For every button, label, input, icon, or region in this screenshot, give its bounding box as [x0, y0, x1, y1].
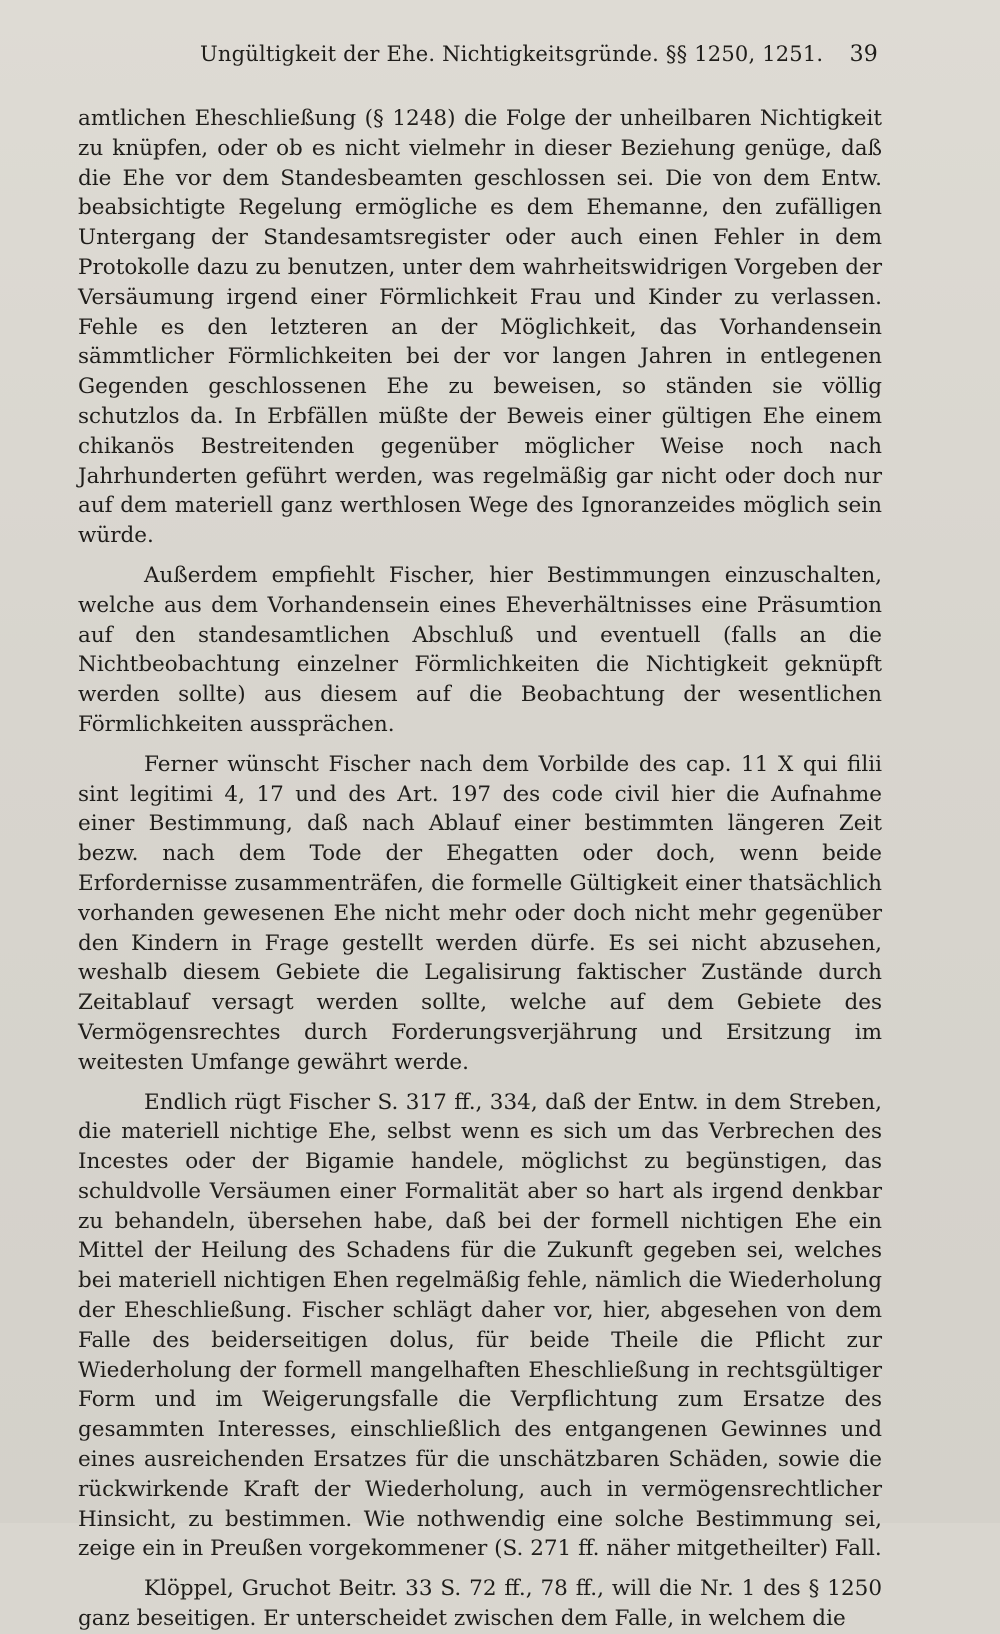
body-text	[78, 104, 882, 1634]
paragraph-continuation: amtlichen Eheschließung (§ 1248) die Folge der unheilbaren Nichtigkeit zu knüpfen, oder ob es nicht vielmehr in dieser Beziehung genüge, daß die Ehe vor dem Standesbeamten geschlossen sei. Die von dem Entw. beabsichtigte Regelung ermögliche es dem Ehemanne, den zufälligen Untergang der Standesamtsregister oder auch einen Fehler in dem Protokolle dazu zu benutzen, unter dem wahrheitswidrigen Vorgeben der Versäumung irgend einer Förmlichkeit Frau und Kinder zu verlassen. Fehle es den letzteren an der Möglichkeit, das Vorhandensein sämmtlicher Förmlichkeiten bei der vor langen Jahren in entlegenen Gegenden geschlossenen Ehe zu beweisen, so ständen sie völlig schutzlos da. In Erbfällen müßte der Beweis einer gültigen Ehe einem chikanös Bestreitenden gegenüber möglicher Weise noch nach Jahrhunderten geführt werden, was regelmäßig gar nicht oder doch nur auf dem materiell ganz werthlosen Wege des Ignoranzeides möglich sein würde.	[78, 106, 882, 549]
paragraph-kloeppel: Klöppel, Gruchot Beitr. 33 S. 72 ff., 78 ff., will die Nr. 1 des § 1250 ganz beseitigen. Er unterscheidet zwischen dem Falle, in welchem die	[78, 1576, 882, 1632]
paragraph-fischer-wiederholung: Endlich rügt Fischer S. 317 ff., 334, daß der Entw. in dem Streben, die materiell nichtige Ehe, selbst wenn es sich um das Verbrechen des Incestes oder der Bigamie handele, möglichst zu begünstigen, das schuldvolle Versäumen einer Formalität aber so hart als irgend denkbar zu behandeln, übersehen habe, daß bei der formell nichtigen Ehe ein Mittel der Heilung des Schadens für die Zukunft gegeben sei, welches bei materiell nichtigen Ehen regelmäßig fehle, nämlich die Wiederholung der Eheschließung. Fischer schlägt daher vor, hier, abgesehen von dem Falle des beiderseitigen dolus, für beide Theile die Pflicht zur Wiederholung der formell mangelhaften Eheschließung in rechtsgültiger Form und im Weigerungsfalle die Verpflichtung zum Ersatze des gesammten Interesses, einschließlich des entgangenen Gewinnes und eines ausreichenden Ersatzes für die unschätzbaren Schäden, sowie die rückwirkende Kraft der Wiederholung, auch in vermögensrechtlicher Hinsicht, zu bestimmen. Wie nothwendig eine solche Bestimmung sei, zeige ein in Preußen vorgekommener (S. 271 ff. näher mitgetheilter) Fall.	[78, 1089, 882, 1562]
running-header	[200, 42, 880, 78]
paragraph-fischer-praesumtion: Außerdem empfiehlt Fischer, hier Bestimmungen einzuschalten, welche aus dem Vorhandensein eines Eheverhältnisses eine Präsumtion auf den standesamtlichen Abschluß und eventuell (falls an die Nichtbeobachtung einzelner Förmlichkeiten die Nichtigkeit geknüpft werden sollte) aus diesem auf die Beobachtung der wesentlichen Förmlichkeiten aussprächen.	[78, 562, 882, 737]
page-number: 39	[849, 42, 878, 67]
paragraph-fischer-zeitablauf: Ferner wünscht Fischer nach dem Vorbilde des cap. 11 X qui filii sint legitimi 4, 17 und des Art. 197 des code civil hier die Aufnahme einer Bestimmung, daß nach Ablauf einer bestimmten längeren Zeit bezw. nach dem Tode der Ehegatten oder doch, wenn beide Erfordernisse zusammenträfen, die formelle Gültigkeit einer thatsächlich vorhanden gewesenen Ehe nicht mehr oder doch nicht mehr gegenüber den Kindern in Frage gestellt werden dürfe. Es sei nicht abzusehen, weshalb diesem Gebiete die Legalisirung faktischer Zustände durch Zeitablauf versagt werden sollte, welche auf dem Gebiete des Vermögensrechtes durch Forderungsverjährung und Ersitzung im weitesten Umfange gewährt werde.	[78, 751, 882, 1075]
header-title: Ungültigkeit der Ehe. Nichtigkeitsgründe. §§ 1250, 1251.	[200, 42, 824, 66]
